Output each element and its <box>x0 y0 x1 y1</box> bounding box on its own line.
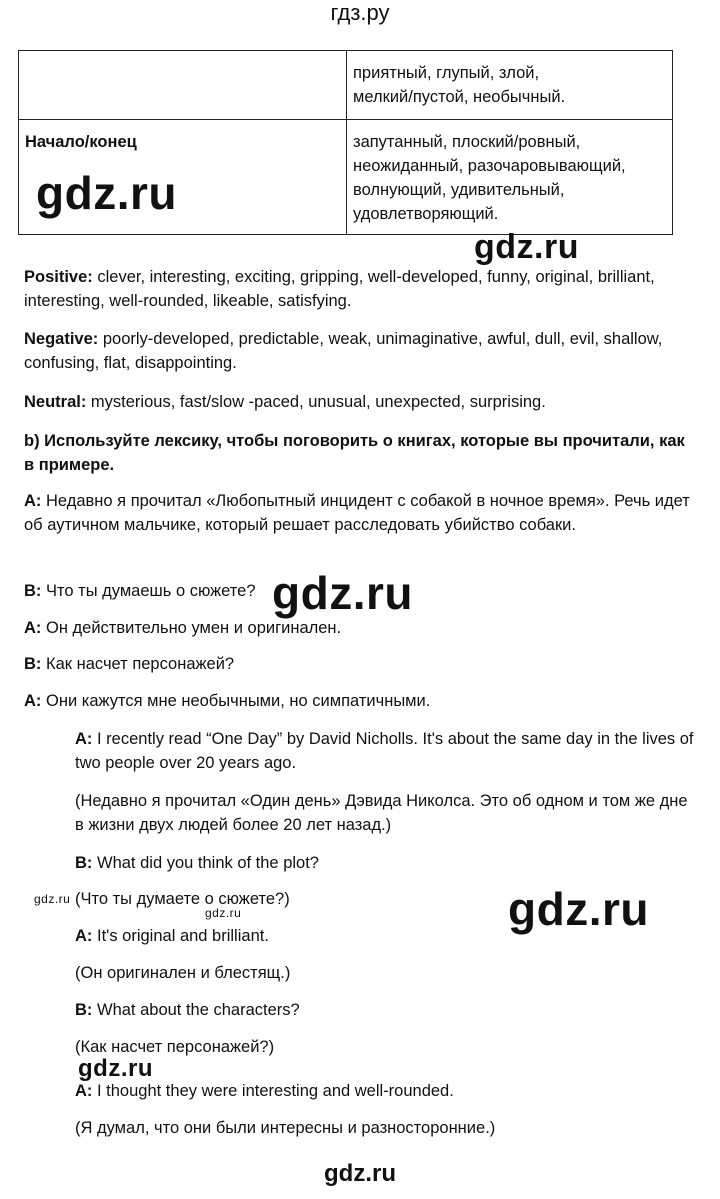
positive-text: clever, interesting, exciting, gripping, well-developed, funny, original, brilliant, interesting, well-rounded, likeable, satisfying. <box>24 268 655 310</box>
table-cell-line: неожиданный, разочаровывающий, <box>353 157 626 175</box>
speaker-label: B: <box>75 854 93 872</box>
answer-line <box>75 852 695 876</box>
example-line <box>24 653 696 677</box>
answer-translation: (Я думал, что они были интересны и разносторонние.) <box>75 1119 496 1137</box>
watermark: gdz.ru <box>78 1055 153 1082</box>
example-text: Как насчет персонажей? <box>41 655 235 673</box>
answer-translation: (Как насчет персонажей?) <box>75 1038 275 1056</box>
speaker-label: B: <box>24 582 42 600</box>
answer-text: It's original and brilliant. <box>92 927 269 945</box>
speaker-label: A: <box>75 730 93 748</box>
positive-words <box>24 266 696 314</box>
example-line <box>24 490 696 538</box>
watermark: gdz.ru <box>272 567 413 619</box>
example-text: Недавно я прочитал «Любопытный инцидент с собакой в ночное время». Речь идет об аутичном мальчике, который решает расследовать убийство собаки. <box>24 492 690 534</box>
neutral-words <box>24 391 696 415</box>
answer-line <box>75 1080 695 1104</box>
watermark: gdz.ru <box>36 167 177 219</box>
speaker-label: A: <box>24 492 42 510</box>
example-text: Он действительно умен и оригинален. <box>41 619 342 637</box>
speaker-label: A: <box>75 927 93 945</box>
example-text: Они кажутся мне необычными, но симпатичными. <box>41 692 431 710</box>
table-cell-words <box>347 120 673 235</box>
negative-label: Negative: <box>24 330 99 348</box>
speaker-label: A: <box>24 619 42 637</box>
table-cell-line: мелкий/пустой, необычный. <box>353 88 566 106</box>
speaker-label: B: <box>75 1001 93 1019</box>
speaker-label: A: <box>75 1082 93 1100</box>
answer-line <box>75 925 695 949</box>
example-line <box>24 617 696 641</box>
answer-line <box>75 728 695 776</box>
answer-text: I thought they were interesting and well-rounded. <box>92 1082 454 1100</box>
table-cell-line: удовлетворяющий. <box>353 205 499 223</box>
positive-label: Positive: <box>24 268 93 286</box>
example-line <box>24 690 696 714</box>
answer-translation: (Он оригинален и блестящ.) <box>75 964 291 982</box>
answer-line <box>75 999 695 1023</box>
table-cell-category <box>19 51 347 120</box>
answer-text: What about the characters? <box>92 1001 300 1019</box>
negative-words <box>24 328 696 376</box>
watermark: gdz.ru <box>205 906 242 920</box>
watermark: gdz.ru <box>474 228 579 266</box>
neutral-label: Neutral: <box>24 393 87 411</box>
table-cell-line: волнующий, удивительный, <box>353 181 565 199</box>
footer-watermark: gdz.ru <box>324 1160 396 1187</box>
neutral-text: mysterious, fast/slow -paced, unusual, unexpected, surprising. <box>86 393 546 411</box>
watermark: gdz.ru <box>34 892 71 906</box>
site-header: гдз.ру <box>330 0 390 25</box>
table-cell-line: запутанный, плоский/ровный, <box>353 133 581 151</box>
table-row <box>19 51 673 120</box>
task-instruction: b) Используйте лексику, чтобы поговорить о книгах, которые вы прочитали, как в примере. <box>24 432 685 474</box>
table-cell-category: Начало/конец <box>19 120 347 235</box>
answer-translation: (Что ты думаете о сюжете?) <box>75 890 290 908</box>
negative-text: poorly-developed, predictable, weak, unimaginative, awful, dull, evil, shallow, confusing, flat, disappointing. <box>24 330 663 372</box>
speaker-label: B: <box>24 655 42 673</box>
watermark: gdz.ru <box>508 883 649 935</box>
speaker-label: A: <box>24 692 42 710</box>
answer-text: I recently read “One Day” by David Nicholls. It's about the same day in the lives of two people over 20 years ago. <box>75 730 694 772</box>
answer-text: What did you think of the plot? <box>92 854 319 872</box>
answer-translation: (Недавно я прочитал «Один день» Дэвида Николса. Это об одном и том же дне в жизни двух людей более 20 лет назад.) <box>75 792 688 834</box>
table-cell-words <box>347 51 673 120</box>
table-cell-line: приятный, глупый, злой, <box>353 64 540 82</box>
example-text: Что ты думаешь о сюжете? <box>41 582 256 600</box>
